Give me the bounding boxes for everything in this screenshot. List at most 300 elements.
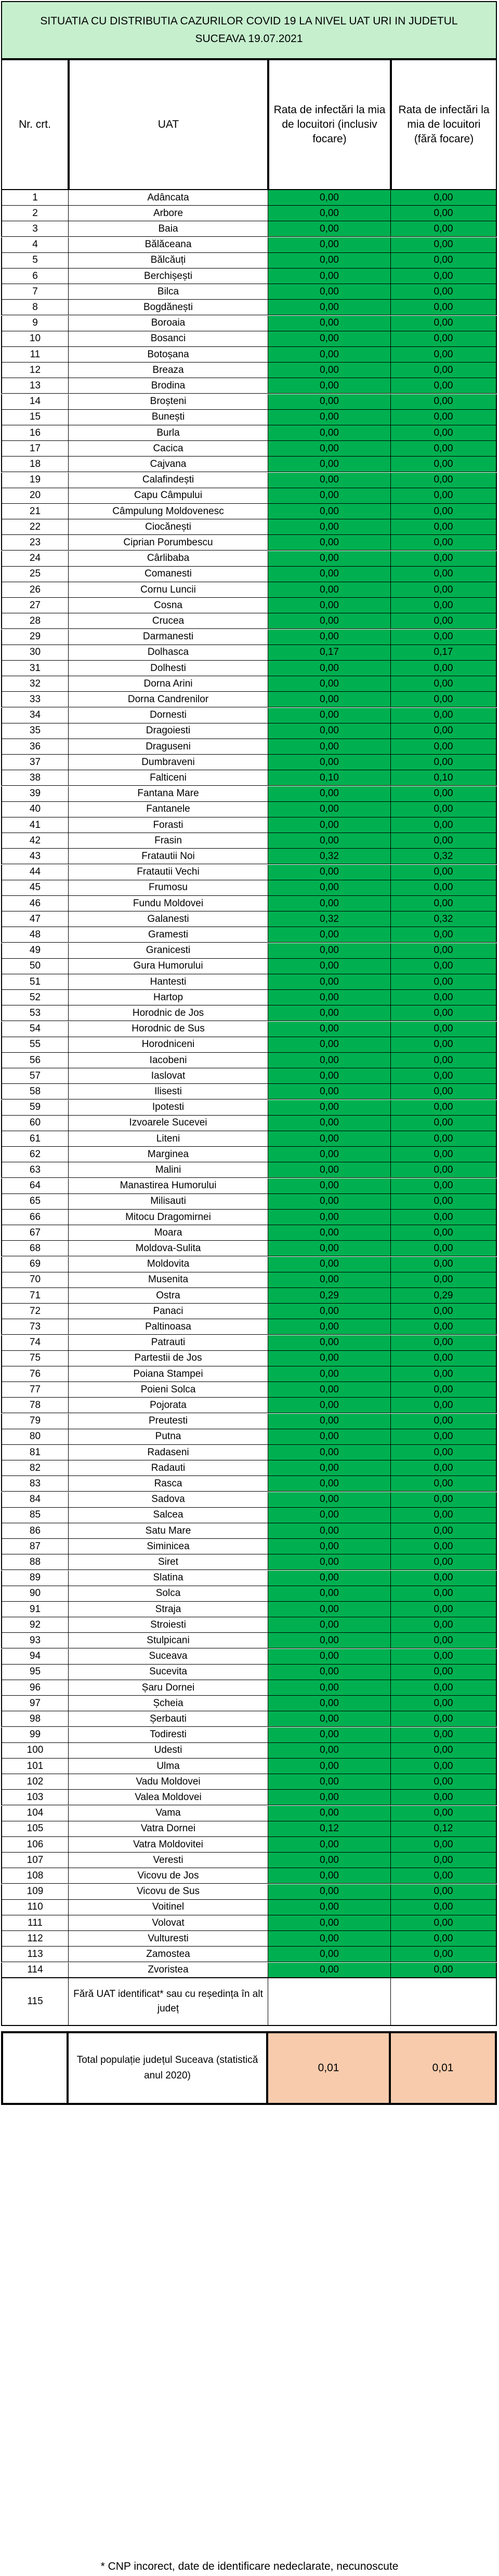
row-rate-inclusiv: 0,00: [268, 488, 391, 504]
row-uat: Slatina: [69, 1571, 268, 1586]
row-rate-inclusiv: 0,17: [268, 645, 391, 661]
table-row: [1, 865, 497, 880]
row-rate-fara: 0,00: [391, 1665, 497, 1680]
table-row: [1, 1900, 497, 1915]
row-rate-fara: 0,00: [391, 629, 497, 645]
row-uat: Ilisesti: [69, 1084, 268, 1099]
row-rate-fara: 0,00: [391, 865, 497, 880]
row-rate-inclusiv: 0,00: [268, 1445, 391, 1460]
header-rate-inclusiv: Rata de infectări la mia de locuitori (inclusiv focare): [268, 59, 391, 190]
table-row: [1, 582, 497, 598]
table-row: [1, 221, 497, 237]
row-rate-fara: 0,00: [391, 519, 497, 535]
row-number: 30: [1, 645, 69, 661]
row-uat: Bilca: [69, 284, 268, 300]
row-uat: Radaseni: [69, 1445, 268, 1460]
row-rate-inclusiv: 0,00: [268, 943, 391, 959]
row-rate-inclusiv: 0,00: [268, 927, 391, 943]
table-row: [1, 1931, 497, 1947]
row-number: 5: [1, 253, 69, 269]
table-row: [1, 1821, 497, 1837]
row-rate-inclusiv: 0,00: [268, 1931, 391, 1947]
row-rate-fara: 0,00: [391, 1759, 497, 1774]
row-uat: Dragoiesti: [69, 723, 268, 739]
row-rate-fara: 0,00: [391, 708, 497, 723]
table-row: [1, 1476, 497, 1492]
table-row: [1, 237, 497, 253]
row-uat: Hantesti: [69, 974, 268, 990]
row-number: 61: [1, 1131, 69, 1147]
row-rate-inclusiv: 0,00: [268, 1382, 391, 1398]
row-rate-fara: 0,00: [391, 535, 497, 551]
table-row: [1, 284, 497, 300]
table-row: [1, 786, 497, 802]
row-rate-inclusiv: 0,00: [268, 331, 391, 347]
row-rate-inclusiv: 0,00: [268, 1351, 391, 1366]
table-row: [1, 598, 497, 613]
table-row: [1, 1523, 497, 1539]
row-rate-inclusiv: 0,00: [268, 1429, 391, 1445]
row-number: 62: [1, 1147, 69, 1162]
row-uat: Gura Humorului: [69, 959, 268, 974]
row-uat: Fără UAT identificat* sau cu reședința în alt județ: [69, 1978, 268, 2026]
table-row: [1, 739, 497, 755]
row-number: 80: [1, 1429, 69, 1445]
row-number: 86: [1, 1523, 69, 1539]
row-uat: Adâncata: [69, 190, 268, 206]
row-number: 63: [1, 1162, 69, 1178]
row-rate-inclusiv: 0,00: [268, 723, 391, 739]
row-rate-inclusiv: 0,00: [268, 1884, 391, 1900]
row-number: 20: [1, 488, 69, 504]
row-rate-fara: 0,17: [391, 645, 497, 661]
row-rate-fara: 0,00: [391, 927, 497, 943]
row-rate-fara: 0,00: [391, 504, 497, 519]
row-number: 111: [1, 1915, 69, 1931]
table-row: [1, 1868, 497, 1884]
row-rate-inclusiv: 0,00: [268, 473, 391, 488]
row-uat: Poieni Solca: [69, 1382, 268, 1398]
row-rate-inclusiv: 0,00: [268, 1241, 391, 1256]
row-number: 97: [1, 1696, 69, 1711]
row-number: 64: [1, 1178, 69, 1194]
row-rate-fara: 0,00: [391, 488, 497, 504]
title-line-2: SUCEAVA 19.07.2021: [195, 33, 303, 45]
table-row: [1, 896, 497, 911]
row-number: 73: [1, 1319, 69, 1335]
table-row: [1, 190, 497, 206]
row-rate-fara: 0,00: [391, 1445, 497, 1460]
row-rate-fara: 0,00: [391, 1178, 497, 1194]
row-rate-inclusiv: 0,00: [268, 865, 391, 880]
row-uat: Pojorata: [69, 1398, 268, 1413]
row-rate-fara: 0,00: [391, 1037, 497, 1053]
row-uat: Milisauti: [69, 1194, 268, 1210]
row-rate-fara: 0,00: [391, 692, 497, 707]
row-number: 26: [1, 582, 69, 598]
row-uat: Burla: [69, 425, 268, 441]
row-number: 89: [1, 1571, 69, 1586]
row-uat: Șcheia: [69, 1696, 268, 1711]
row-rate-inclusiv: 0,00: [268, 1759, 391, 1774]
row-rate-inclusiv: 0,00: [268, 692, 391, 707]
row-rate-inclusiv: 0,00: [268, 1366, 391, 1382]
row-rate-inclusiv: 0,00: [268, 425, 391, 441]
row-number: 52: [1, 990, 69, 1005]
row-rate-fara: 0,00: [391, 1398, 497, 1413]
row-rate-fara: 0,00: [391, 786, 497, 802]
row-rate-inclusiv: 0,00: [268, 237, 391, 253]
row-number: 39: [1, 786, 69, 802]
table-row: [1, 1037, 497, 1053]
row-number: 66: [1, 1210, 69, 1225]
row-number: 107: [1, 1853, 69, 1868]
row-number: 94: [1, 1649, 69, 1665]
row-uat: Stulpicani: [69, 1633, 268, 1648]
row-uat: Dorna Candrenilor: [69, 692, 268, 707]
row-rate-inclusiv: 0,00: [268, 676, 391, 692]
row-rate-inclusiv: 0,00: [268, 1947, 391, 1962]
row-number: 23: [1, 535, 69, 551]
row-rate-fara: 0,00: [391, 410, 497, 425]
row-rate-inclusiv: 0,00: [268, 1727, 391, 1743]
table-row: [1, 269, 497, 284]
table-row: [1, 1005, 497, 1021]
table-row: [1, 1727, 497, 1743]
row-rate-fara: 0,00: [391, 1931, 497, 1947]
row-rate-fara: 0,00: [391, 1005, 497, 1021]
row-number: 57: [1, 1068, 69, 1084]
footnote: * CNP incorect, date de identificare nedeclarate, necunoscute: [100, 2560, 399, 2572]
row-number: 113: [1, 1947, 69, 1962]
row-rate-fara: 0,00: [391, 1147, 497, 1162]
row-number: 4: [1, 237, 69, 253]
table-row: [1, 1414, 497, 1429]
table-row: [1, 1319, 497, 1335]
row-rate-inclusiv: 0,00: [268, 1225, 391, 1241]
row-uat: Darmanesti: [69, 629, 268, 645]
row-uat: Forasti: [69, 817, 268, 833]
row-rate-fara: 0,00: [391, 206, 497, 221]
row-uat: Cajvana: [69, 457, 268, 472]
row-rate-inclusiv: 0,00: [268, 363, 391, 378]
row-rate-fara: 0,00: [391, 1837, 497, 1853]
row-rate-inclusiv: 0,00: [268, 661, 391, 676]
row-rate-inclusiv: 0,32: [268, 849, 391, 864]
row-rate-fara: 0,00: [391, 316, 497, 331]
row-rate-fara: 0,00: [391, 1649, 497, 1665]
row-rate-inclusiv: 0,00: [268, 1900, 391, 1915]
row-uat: Udesti: [69, 1743, 268, 1759]
row-rate-inclusiv: 0,00: [268, 1100, 391, 1116]
row-uat: Malini: [69, 1162, 268, 1178]
row-uat: Bălcăuți: [69, 253, 268, 269]
row-rate-fara: 0,32: [391, 849, 497, 864]
row-uat: Granicesti: [69, 943, 268, 959]
row-uat: Mitocu Dragomirnei: [69, 1210, 268, 1225]
row-rate-fara: 0,00: [391, 676, 497, 692]
row-uat: Patrauti: [69, 1335, 268, 1351]
table-row: [1, 1554, 497, 1570]
row-number: 55: [1, 1037, 69, 1053]
table-row: [1, 488, 497, 504]
row-number: 22: [1, 519, 69, 535]
row-uat: Straja: [69, 1602, 268, 1617]
row-number: 29: [1, 629, 69, 645]
row-rate-fara: 0,00: [391, 1554, 497, 1570]
row-rate-inclusiv: 0,00: [268, 221, 391, 237]
row-number: 100: [1, 1743, 69, 1759]
row-rate-inclusiv: 0,00: [268, 1696, 391, 1711]
row-rate-fara: 0,00: [391, 1727, 497, 1743]
row-uat: Falticeni: [69, 770, 268, 786]
row-rate-inclusiv: 0,00: [268, 1633, 391, 1648]
row-number: 59: [1, 1100, 69, 1116]
row-number: 71: [1, 1288, 69, 1304]
row-number: 65: [1, 1194, 69, 1210]
row-number: 108: [1, 1868, 69, 1884]
row-uat: Galanesti: [69, 911, 268, 927]
row-number: 1: [1, 190, 69, 206]
header-uat: UAT: [69, 59, 268, 190]
row-rate-inclusiv: 0,00: [268, 896, 391, 911]
table-row: [1, 1915, 497, 1931]
row-number: 15: [1, 410, 69, 425]
row-number: 70: [1, 1272, 69, 1288]
row-rate-inclusiv: 0,00: [268, 551, 391, 567]
row-rate-inclusiv: 0,00: [268, 1272, 391, 1288]
row-rate-fara: 0,00: [391, 1617, 497, 1633]
row-rate-fara: 0,00: [391, 990, 497, 1005]
row-uat: Voitinel: [69, 1900, 268, 1915]
row-rate-inclusiv: 0,00: [268, 1868, 391, 1884]
row-rate-inclusiv: 0,00: [268, 519, 391, 535]
row-rate-inclusiv: 0,32: [268, 911, 391, 927]
row-rate-inclusiv: 0,00: [268, 1915, 391, 1931]
table-row: [1, 1194, 497, 1210]
row-rate-fara: 0,00: [391, 221, 497, 237]
row-rate-fara: 0,00: [391, 1194, 497, 1210]
row-rate-inclusiv: 0,00: [268, 1508, 391, 1523]
row-rate-fara: 0,12: [391, 1821, 497, 1837]
row-uat: Fantanele: [69, 802, 268, 817]
row-rate-inclusiv: 0,00: [268, 1571, 391, 1586]
row-uat: Horodniceni: [69, 1037, 268, 1053]
row-uat: Salcea: [69, 1508, 268, 1523]
row-rate-fara: 0,00: [391, 817, 497, 833]
row-rate-inclusiv: 0,00: [268, 284, 391, 300]
row-number: 6: [1, 269, 69, 284]
row-rate-inclusiv: 0,00: [268, 1665, 391, 1680]
row-rate-fara: 0,00: [391, 1696, 497, 1711]
row-rate-inclusiv: 0,00: [268, 739, 391, 755]
row-number: 9: [1, 316, 69, 331]
table-row: [1, 473, 497, 488]
row-uat: Dolhasca: [69, 645, 268, 661]
table-row: [1, 1837, 497, 1853]
table-row: [1, 1586, 497, 1602]
row-number: 92: [1, 1617, 69, 1633]
row-rate-inclusiv: 0,00: [268, 1837, 391, 1853]
row-rate-inclusiv: 0,00: [268, 598, 391, 613]
table-row: [1, 425, 497, 441]
row-number: 54: [1, 1022, 69, 1037]
row-number: 8: [1, 300, 69, 315]
row-uat: Moldovita: [69, 1257, 268, 1272]
row-uat: Fratautii Vechi: [69, 865, 268, 880]
row-rate-inclusiv: 0,00: [268, 1806, 391, 1821]
row-rate-fara: 0,32: [391, 911, 497, 927]
row-rate-inclusiv: 0,00: [268, 441, 391, 457]
row-number: 48: [1, 927, 69, 943]
row-uat: Partestii de Jos: [69, 1351, 268, 1366]
row-number: 114: [1, 1963, 69, 1978]
row-uat: Poiana Stampei: [69, 1366, 268, 1382]
row-number: 24: [1, 551, 69, 567]
row-rate-inclusiv: 0,10: [268, 770, 391, 786]
row-number: 51: [1, 974, 69, 990]
row-number: 106: [1, 1837, 69, 1853]
table-row: [1, 1053, 497, 1068]
row-number: 19: [1, 473, 69, 488]
row-rate-fara: 0,29: [391, 1288, 497, 1304]
row-number: 42: [1, 833, 69, 849]
table-row: [1, 1241, 497, 1256]
table-row: [1, 1492, 497, 1508]
row-uat: Gramesti: [69, 927, 268, 943]
table-row: [1, 394, 497, 410]
row-rate-fara: 0,00: [391, 1460, 497, 1476]
row-rate-inclusiv: 0,00: [268, 1398, 391, 1413]
table-row: [1, 880, 497, 896]
row-uat: Solca: [69, 1586, 268, 1602]
row-rate-fara: 0,00: [391, 1068, 497, 1084]
table-row: [1, 1100, 497, 1116]
row-rate-inclusiv: 0,00: [268, 1523, 391, 1539]
row-uat: Crucea: [69, 613, 268, 629]
row-uat: Satu Mare: [69, 1523, 268, 1539]
row-uat: Iaslovat: [69, 1068, 268, 1084]
row-rate-inclusiv: 0,00: [268, 1774, 391, 1790]
table-row: [1, 253, 497, 269]
row-uat: Breaza: [69, 363, 268, 378]
table-row: [1, 1806, 497, 1821]
row-uat: Hartop: [69, 990, 268, 1005]
row-number: 44: [1, 865, 69, 880]
row-number: 102: [1, 1774, 69, 1790]
row-number: 25: [1, 567, 69, 582]
row-number: 77: [1, 1382, 69, 1398]
table-row: [1, 363, 497, 378]
row-rate-inclusiv: 0,00: [268, 1084, 391, 1099]
row-rate-fara: 0,00: [391, 1586, 497, 1602]
row-rate-fara: 0,00: [391, 613, 497, 629]
row-number: 35: [1, 723, 69, 739]
table-row: [1, 676, 497, 692]
row-uat: Izvoarele Sucevei: [69, 1116, 268, 1131]
table-row: [1, 1665, 497, 1680]
row-rate-inclusiv: 0,00: [268, 1178, 391, 1194]
row-uat: Capu Câmpului: [69, 488, 268, 504]
row-rate-inclusiv: 0,00: [268, 1194, 391, 1210]
row-uat: Vatra Dornei: [69, 1821, 268, 1837]
table-row: [1, 723, 497, 739]
row-number: 87: [1, 1539, 69, 1554]
row-uat: Paltinoasa: [69, 1319, 268, 1335]
row-uat: Dornesti: [69, 708, 268, 723]
row-number: 75: [1, 1351, 69, 1366]
row-uat: Radauti: [69, 1460, 268, 1476]
table-row: [1, 1633, 497, 1648]
row-rate-fara: 0,00: [391, 1900, 497, 1915]
table-row: [1, 1084, 497, 1099]
row-uat: Bogdănești: [69, 300, 268, 315]
row-rate-inclusiv: 0,00: [268, 1210, 391, 1225]
row-rate-inclusiv: 0,00: [268, 206, 391, 221]
row-rate-inclusiv: 0,00: [268, 457, 391, 472]
row-uat: Veresti: [69, 1853, 268, 1868]
table-row: [1, 1508, 497, 1523]
table-row: [1, 410, 497, 425]
table-row: [1, 1602, 497, 1617]
table-row: [1, 457, 497, 472]
row-uat: Valea Moldovei: [69, 1790, 268, 1805]
row-rate-fara: 0,00: [391, 1774, 497, 1790]
row-rate-inclusiv: 0,00: [268, 817, 391, 833]
row-rate-fara: 0,00: [391, 441, 497, 457]
row-number: 93: [1, 1633, 69, 1648]
row-rate-fara: 0,00: [391, 1806, 497, 1821]
row-uat: Siminicea: [69, 1539, 268, 1554]
row-uat: Fantana Mare: [69, 786, 268, 802]
row-uat: Bunești: [69, 410, 268, 425]
row-rate-fara: 0,00: [391, 331, 497, 347]
row-rate-inclusiv: 0,29: [268, 1288, 391, 1304]
title-line-1: SITUATIA CU DISTRIBUTIA CAZURILOR COVID 19 LA NIVEL UAT URI IN JUDETUL: [40, 15, 458, 27]
total-rate-inclusiv: 0,01: [268, 2031, 391, 2105]
row-rate-fara: 0,00: [391, 1508, 497, 1523]
row-uat: Broșteni: [69, 394, 268, 410]
row-uat: Suceava: [69, 1649, 268, 1665]
row-rate-inclusiv: 0,00: [268, 1319, 391, 1335]
row-rate-inclusiv: 0,00: [268, 394, 391, 410]
row-rate-fara: [391, 1978, 497, 2026]
row-rate-fara: 0,00: [391, 1602, 497, 1617]
row-uat: Șaru Dornei: [69, 1680, 268, 1696]
table-row: [1, 1617, 497, 1633]
row-rate-inclusiv: 0,00: [268, 1022, 391, 1037]
row-rate-fara: 0,00: [391, 1225, 497, 1241]
row-rate-fara: 0,00: [391, 959, 497, 974]
row-uat: Moara: [69, 1225, 268, 1241]
row-number: 12: [1, 363, 69, 378]
row-rate-fara: 0,00: [391, 1382, 497, 1398]
row-uat: Berchișești: [69, 269, 268, 284]
row-uat: Musenita: [69, 1272, 268, 1288]
row-number: 98: [1, 1711, 69, 1727]
row-uat: Sadova: [69, 1492, 268, 1508]
table-row: [1, 1743, 497, 1759]
table-row: [1, 1335, 497, 1351]
row-rate-fara: 0,00: [391, 237, 497, 253]
row-rate-inclusiv: 0,00: [268, 1711, 391, 1727]
row-uat: Marginea: [69, 1147, 268, 1162]
row-number: 83: [1, 1476, 69, 1492]
table-row: [1, 1571, 497, 1586]
row-number: 110: [1, 1900, 69, 1915]
row-uat: Dumbraveni: [69, 755, 268, 770]
row-uat: Vulturesti: [69, 1931, 268, 1947]
